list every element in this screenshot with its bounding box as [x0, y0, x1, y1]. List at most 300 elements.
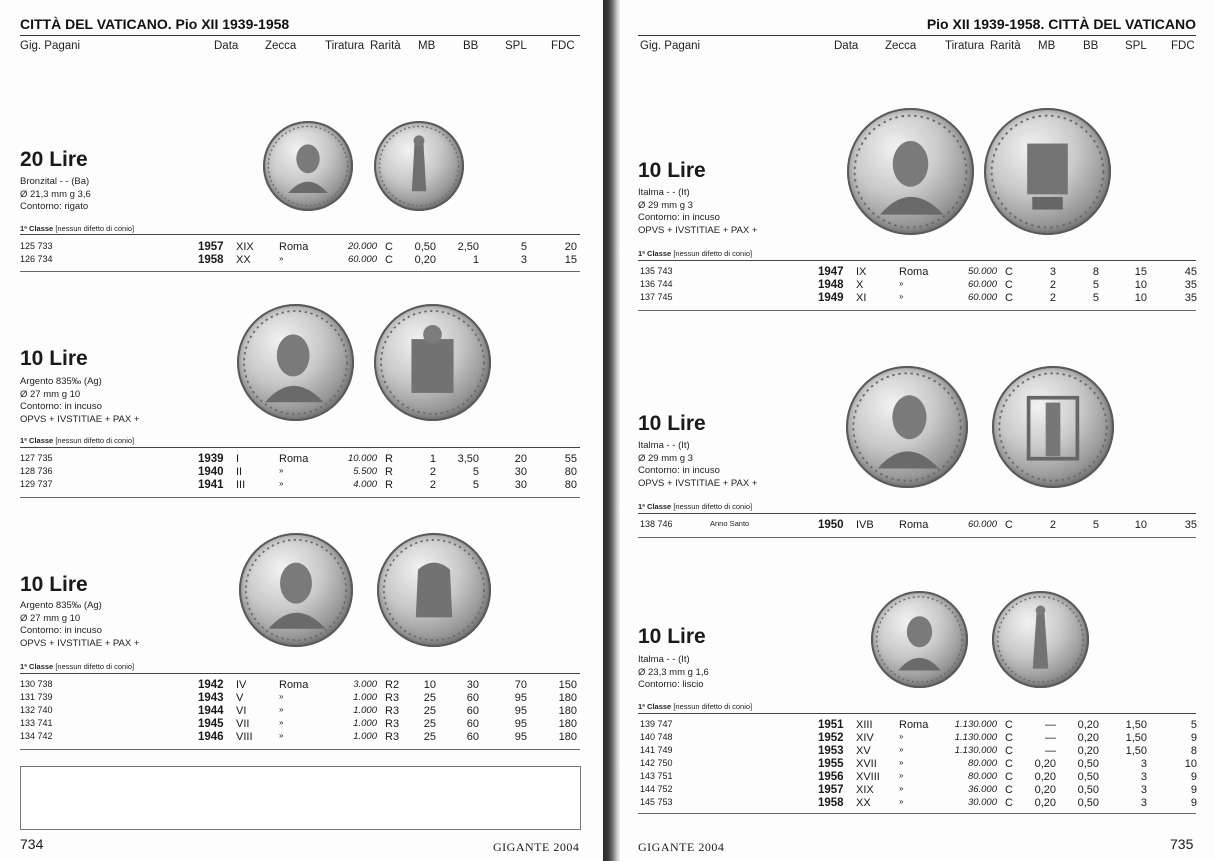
table-row	[620, 292, 1214, 305]
table-row	[0, 705, 603, 718]
cell-year: 1948	[818, 279, 844, 291]
coin-specs	[20, 376, 139, 426]
cell-roman: XX	[856, 797, 871, 809]
cell-zecca: »	[279, 254, 284, 263]
left-page	[0, 0, 603, 861]
coin-obverse-image	[847, 108, 974, 235]
cell-spl: 10	[1134, 279, 1147, 291]
cell-mb: 3	[1049, 266, 1056, 278]
cell-roman: XVII	[856, 758, 877, 770]
table-row	[0, 453, 603, 466]
spec-line: Contorno: in incuso	[638, 465, 720, 476]
cell-bb: 2,50	[457, 241, 479, 253]
cell-zecca: »	[279, 692, 284, 701]
cell-spl: 3	[1140, 771, 1147, 783]
cell-tir: 1.000	[353, 718, 377, 729]
cell-rar: C	[385, 254, 393, 266]
section-rule	[638, 513, 1196, 514]
cell-tir: 60.000	[967, 519, 997, 530]
cell-bb: 5	[1092, 292, 1099, 304]
coin-obverse-image	[263, 121, 353, 211]
cell-gig: 140 748	[640, 732, 673, 742]
cell-spl: 95	[514, 718, 527, 730]
cell-mb: 2	[1049, 279, 1056, 291]
cell-tir: 60.000	[967, 292, 997, 303]
spec-line: OPVS + IVSTITIAE + PAX +	[20, 413, 140, 425]
coin-title: 10 Lire	[638, 412, 706, 435]
cell-tir: 1.130.000	[954, 719, 997, 730]
coin-reverse-image	[992, 591, 1089, 688]
cell-rar: C	[1005, 784, 1013, 796]
coin-title: 10 Lire	[20, 347, 88, 370]
col-fdc: FDC	[1171, 40, 1195, 52]
coin-obverse-image	[237, 304, 354, 421]
table-row	[620, 266, 1214, 279]
cell-zecca: Roma	[899, 519, 929, 531]
section-rule	[20, 447, 580, 448]
cell-spl: 95	[514, 705, 527, 717]
table-row	[0, 241, 603, 254]
cell-zecca: »	[279, 718, 284, 727]
cell-bb: 60	[466, 731, 479, 743]
cell-fdc: 9	[1190, 797, 1197, 809]
cell-roman: XIX	[856, 784, 874, 796]
cell-tir: 10.000	[347, 453, 377, 464]
cell-rar: R3	[385, 705, 400, 717]
table-row	[620, 771, 1214, 784]
cell-year: 1956	[818, 771, 844, 783]
cell-tir: 50.000	[967, 266, 997, 277]
coin-title: 10 Lire	[638, 159, 706, 182]
cell-tir: 1.130.000	[954, 732, 997, 743]
cell-rar: R3	[385, 718, 400, 730]
cell-fdc: 20	[564, 241, 577, 253]
cell-tir: 5.500	[353, 466, 377, 477]
header-rule	[20, 35, 580, 36]
cell-year: 1958	[818, 797, 844, 809]
cell-gig: 139 747	[640, 719, 673, 729]
cell-fdc: 9	[1190, 784, 1197, 796]
cell-spl: 70	[514, 679, 527, 691]
cell-spl: 3	[1140, 797, 1147, 809]
cell-occasion: Anno Santo	[710, 519, 750, 528]
cell-rar: C	[1005, 719, 1013, 731]
cell-fdc: 180	[558, 718, 577, 730]
cell-tir: 1.000	[353, 705, 377, 716]
coin-reverse-image	[992, 366, 1114, 488]
cell-roman: III	[236, 479, 246, 491]
col-rarita: Rarità	[370, 40, 401, 52]
cell-mb: 25	[423, 692, 436, 704]
cell-fdc: 5	[1190, 719, 1197, 731]
cell-gig: 125 733	[20, 241, 53, 251]
spec-line: Ø 27 mm g 10	[20, 612, 81, 624]
cell-zecca: Roma	[279, 241, 309, 253]
cell-bb: 5	[1092, 279, 1099, 291]
cell-zecca: »	[899, 797, 904, 806]
cell-bb: 5	[472, 466, 479, 478]
cell-rar: R	[385, 453, 393, 465]
cell-spl: 95	[514, 731, 527, 743]
spec-line: Argento 835‰ (Ag)	[20, 376, 102, 387]
cell-year: 1957	[198, 241, 224, 253]
page-number: 734	[20, 836, 44, 852]
cell-bb: 1	[472, 254, 479, 266]
coin-title: 10 Lire	[20, 573, 88, 596]
cell-gig: 128 736	[20, 466, 53, 476]
cell-gig: 137 745	[640, 292, 673, 302]
col-fdc: FDC	[551, 40, 575, 52]
coin-specs	[638, 440, 757, 490]
cell-roman: XIII	[856, 719, 873, 731]
cell-zecca: »	[899, 771, 904, 780]
cell-roman: XI	[856, 292, 867, 304]
cell-mb: 2	[1049, 519, 1056, 531]
cell-year: 1952	[818, 732, 844, 744]
coin-reverse-image	[374, 121, 464, 211]
cell-mb: 10	[423, 679, 436, 691]
spec-line: OPVS + IVSTITIAE + PAX +	[638, 224, 758, 236]
cell-roman: VIII	[236, 731, 253, 743]
cell-fdc: 9	[1190, 771, 1197, 783]
cell-tir: 1.130.000	[954, 745, 997, 756]
col-bb: BB	[463, 40, 479, 52]
col-zecca: Zecca	[265, 40, 297, 52]
cell-mb: 0,20	[1034, 771, 1056, 783]
coin-specs	[638, 187, 757, 237]
section-rule	[638, 310, 1196, 311]
cell-fdc: 45	[1184, 266, 1197, 278]
cell-bb: 0,20	[1077, 732, 1099, 744]
cell-fdc: 35	[1184, 279, 1197, 291]
cell-zecca: Roma	[899, 719, 929, 731]
cell-mb: 0,20	[1034, 758, 1056, 770]
cell-bb: 5	[472, 479, 479, 491]
col-tiratura: Tiratura	[325, 40, 365, 52]
col-data: Data	[214, 40, 239, 52]
cell-fdc: 180	[558, 731, 577, 743]
cell-tir: 30.000	[967, 797, 997, 808]
cell-rar: C	[1005, 519, 1013, 531]
cell-roman: IX	[856, 266, 867, 278]
cell-gig: 142 750	[640, 758, 673, 768]
col-spl: SPL	[1125, 40, 1147, 52]
cell-roman: V	[236, 692, 244, 704]
right-page	[620, 0, 1214, 861]
spec-line: Contorno: rigato	[20, 201, 89, 212]
cell-rar: R3	[385, 692, 400, 704]
cell-fdc: 180	[558, 705, 577, 717]
cell-fdc: 55	[564, 453, 577, 465]
cell-roman: IV	[236, 679, 247, 691]
cell-spl: 10	[1134, 519, 1147, 531]
section-rule	[20, 234, 580, 235]
table-row	[0, 718, 603, 731]
cell-zecca: »	[279, 466, 284, 475]
section-rule	[20, 673, 580, 674]
cell-mb: 0,20	[1034, 784, 1056, 796]
cell-mb: 2	[1049, 292, 1056, 304]
cell-spl: 10	[1134, 292, 1147, 304]
cell-gig: 133 741	[20, 718, 53, 728]
col-data: Data	[834, 40, 859, 52]
cell-gig: 144 752	[640, 784, 673, 794]
cell-rar: R2	[385, 679, 400, 691]
cell-roman: XX	[236, 254, 251, 266]
coin-reverse-image	[377, 533, 491, 647]
cell-fdc: 9	[1190, 732, 1197, 744]
cell-year: 1946	[198, 731, 224, 743]
cell-bb: 0,20	[1077, 719, 1099, 731]
cell-zecca: »	[899, 758, 904, 767]
cell-rar: C	[1005, 771, 1013, 783]
cell-mb: 25	[423, 731, 436, 743]
cell-mb: 0,20	[414, 254, 436, 266]
col-mb: MB	[418, 40, 436, 52]
coin-obverse-image	[846, 366, 968, 488]
cell-fdc: 80	[564, 479, 577, 491]
cell-gig: 134 742	[20, 731, 53, 741]
cell-mb: 2	[429, 479, 436, 491]
cell-fdc: 80	[564, 466, 577, 478]
cell-zecca: »	[279, 479, 284, 488]
cell-zecca: »	[899, 732, 904, 741]
cell-year: 1940	[198, 466, 224, 478]
cell-spl: 3	[1140, 784, 1147, 796]
classe-label: 1ª Classe [nessun difetto di conio]	[638, 502, 753, 511]
cell-tir: 80.000	[967, 771, 997, 782]
cell-year: 1941	[198, 479, 224, 491]
spec-line: Italma - - (It)	[638, 187, 690, 198]
cell-gig: 129 737	[20, 479, 53, 489]
coin-specs	[20, 176, 91, 214]
col-rarita: Rarità	[990, 40, 1021, 52]
cell-rar: R	[385, 479, 393, 491]
cell-gig: 141 749	[640, 745, 673, 755]
cell-mb: —	[1045, 732, 1056, 744]
cell-zecca: »	[899, 745, 904, 754]
spec-line: Ø 23,3 mm g 1,6	[638, 666, 709, 678]
spec-line: Argento 835‰ (Ag)	[20, 600, 102, 611]
col-tiratura: Tiratura	[945, 40, 985, 52]
cell-zecca: Roma	[899, 266, 929, 278]
cell-gig: 131 739	[20, 692, 53, 702]
cell-bb: 3,50	[457, 453, 479, 465]
cell-tir: 36.000	[967, 784, 997, 795]
cell-gig: 130 738	[20, 679, 53, 689]
section-rule	[20, 271, 580, 272]
spec-line: Ø 29 mm g 3	[638, 452, 693, 464]
cell-fdc: 150	[558, 679, 577, 691]
table-row	[620, 719, 1214, 732]
cell-mb: 1	[429, 453, 436, 465]
classe-label: 1ª Classe [nessun difetto di conio]	[638, 249, 753, 258]
cell-fdc: 35	[1184, 519, 1197, 531]
coin-obverse-image	[871, 591, 968, 688]
cell-bb: 60	[466, 692, 479, 704]
coin-reverse-image	[984, 108, 1111, 235]
cell-year: 1955	[818, 758, 844, 770]
table-row	[620, 519, 1214, 532]
cell-bb: 0,50	[1077, 771, 1099, 783]
cell-tir: 1.000	[353, 692, 377, 703]
cell-year: 1953	[818, 745, 844, 757]
coin-title: 10 Lire	[638, 625, 706, 648]
cell-rar: R3	[385, 731, 400, 743]
table-row	[620, 784, 1214, 797]
spec-line: Ø 21,3 mm g 3,6	[20, 188, 91, 200]
cell-spl: 30	[514, 479, 527, 491]
section-rule	[638, 537, 1196, 538]
section-rule	[638, 260, 1196, 261]
cell-gig: 127 735	[20, 453, 53, 463]
col-zecca: Zecca	[885, 40, 917, 52]
cell-gig: 126 734	[20, 254, 53, 264]
cell-spl: 1,50	[1125, 745, 1147, 757]
coin-title: 20 Lire	[20, 148, 88, 171]
cell-zecca: »	[279, 731, 284, 740]
cell-gig: 132 740	[20, 705, 53, 715]
cell-spl: 30	[514, 466, 527, 478]
table-row	[620, 758, 1214, 771]
table-row	[620, 797, 1214, 810]
cell-spl: 95	[514, 692, 527, 704]
spec-line: Contorno: in incuso	[638, 212, 720, 223]
cell-fdc: 180	[558, 692, 577, 704]
col-bb: BB	[1083, 40, 1099, 52]
cell-zecca: Roma	[279, 679, 309, 691]
cell-rar: C	[1005, 745, 1013, 757]
table-row	[620, 745, 1214, 758]
cell-zecca: »	[899, 292, 904, 301]
cell-zecca: »	[279, 705, 284, 714]
cell-spl: 1,50	[1125, 719, 1147, 731]
spec-line: Contorno: in incuso	[20, 625, 102, 636]
spec-line: Ø 27 mm g 10	[20, 388, 81, 400]
cell-year: 1950	[818, 519, 844, 531]
cell-roman: XIV	[856, 732, 874, 744]
cell-gig: 136 744	[640, 279, 673, 289]
cell-year: 1957	[818, 784, 844, 796]
page-title-right: Pio XII 1939-1958. CITTÀ DEL VATICANO	[926, 16, 1196, 32]
cell-bb: 0,20	[1077, 745, 1099, 757]
section-rule	[638, 713, 1196, 714]
header-rule	[638, 35, 1196, 36]
section-rule	[20, 497, 580, 498]
cell-roman: II	[236, 466, 243, 478]
cell-year: 1943	[198, 692, 224, 704]
section-rule	[638, 813, 1196, 814]
cell-rar: C	[385, 241, 393, 253]
cell-rar: C	[1005, 279, 1013, 291]
col-spl: SPL	[505, 40, 527, 52]
classe-label: 1ª Classe [nessun difetto di conio]	[20, 662, 135, 671]
cell-roman: IVB	[856, 519, 874, 531]
spec-line: Italma - - (It)	[638, 654, 690, 665]
cell-tir: 80.000	[967, 758, 997, 769]
table-row	[0, 254, 603, 267]
cell-gig: 138 746	[640, 519, 673, 529]
cell-mb: 25	[423, 718, 436, 730]
cell-roman: XV	[856, 745, 871, 757]
cell-mb: 0,20	[1034, 797, 1056, 809]
cell-bb: 5	[1092, 519, 1099, 531]
cell-gig: 145 753	[640, 797, 673, 807]
cell-rar: C	[1005, 292, 1013, 304]
cell-mb: 25	[423, 705, 436, 717]
cell-year: 1942	[198, 679, 224, 691]
cell-bb: 0,50	[1077, 784, 1099, 796]
empty-box	[20, 766, 581, 830]
classe-label: 1ª Classe [nessun difetto di conio]	[20, 436, 135, 445]
classe-label: 1ª Classe [nessun difetto di conio]	[20, 224, 135, 233]
footer-brand: GIGANTE 2004	[493, 840, 580, 854]
cell-rar: R	[385, 466, 393, 478]
cell-fdc: 10	[1184, 758, 1197, 770]
cell-year: 1944	[198, 705, 224, 717]
table-row	[620, 732, 1214, 745]
cell-rar: C	[1005, 732, 1013, 744]
cell-gig: 135 743	[640, 266, 673, 276]
cell-rar: C	[1005, 797, 1013, 809]
table-row	[0, 679, 603, 692]
cell-roman: XIX	[236, 241, 254, 253]
cell-roman: XVIII	[856, 771, 880, 783]
cell-spl: 20	[514, 453, 527, 465]
cell-bb: 0,50	[1077, 797, 1099, 809]
col-gig: Gig. Pagani	[20, 40, 81, 52]
cell-spl: 15	[1134, 266, 1147, 278]
spec-line: Bronzital - - (Ba)	[20, 176, 90, 187]
section-rule	[20, 749, 580, 750]
cell-year: 1947	[818, 266, 844, 278]
table-row	[620, 279, 1214, 292]
coin-obverse-image	[239, 533, 353, 647]
coin-specs	[20, 600, 139, 650]
cell-tir: 60.000	[967, 279, 997, 290]
cell-rar: C	[1005, 266, 1013, 278]
cell-spl: 1,50	[1125, 732, 1147, 744]
cell-year: 1949	[818, 292, 844, 304]
book-gutter	[603, 0, 620, 861]
cell-mb: —	[1045, 719, 1056, 731]
cell-year: 1945	[198, 718, 224, 730]
spec-line: OPVS + IVSTITIAE + PAX +	[20, 637, 140, 649]
table-row	[0, 479, 603, 492]
cell-bb: 8	[1092, 266, 1099, 278]
cell-spl: 3	[1140, 758, 1147, 770]
classe-label: 1ª Classe [nessun difetto di conio]	[638, 702, 753, 711]
cell-rar: C	[1005, 758, 1013, 770]
spec-line: Italma - - (It)	[638, 440, 690, 451]
col-gig: Gig. Pagani	[640, 40, 701, 52]
cell-tir: 3.000	[353, 679, 377, 690]
cell-zecca: »	[899, 279, 904, 288]
footer-brand: GIGANTE 2004	[638, 840, 725, 854]
cell-fdc: 35	[1184, 292, 1197, 304]
coin-reverse-image	[374, 304, 491, 421]
cell-tir: 20.000	[347, 241, 377, 252]
cell-year: 1939	[198, 453, 224, 465]
cell-mb: —	[1045, 745, 1056, 757]
cell-tir: 1.000	[353, 731, 377, 742]
cell-spl: 3	[520, 254, 527, 266]
spec-line: OPVS + IVSTITIAE + PAX +	[638, 477, 758, 489]
spec-line: Ø 29 mm g 3	[638, 199, 693, 211]
cell-roman: X	[856, 279, 864, 291]
cell-bb: 60	[466, 718, 479, 730]
table-row	[0, 692, 603, 705]
